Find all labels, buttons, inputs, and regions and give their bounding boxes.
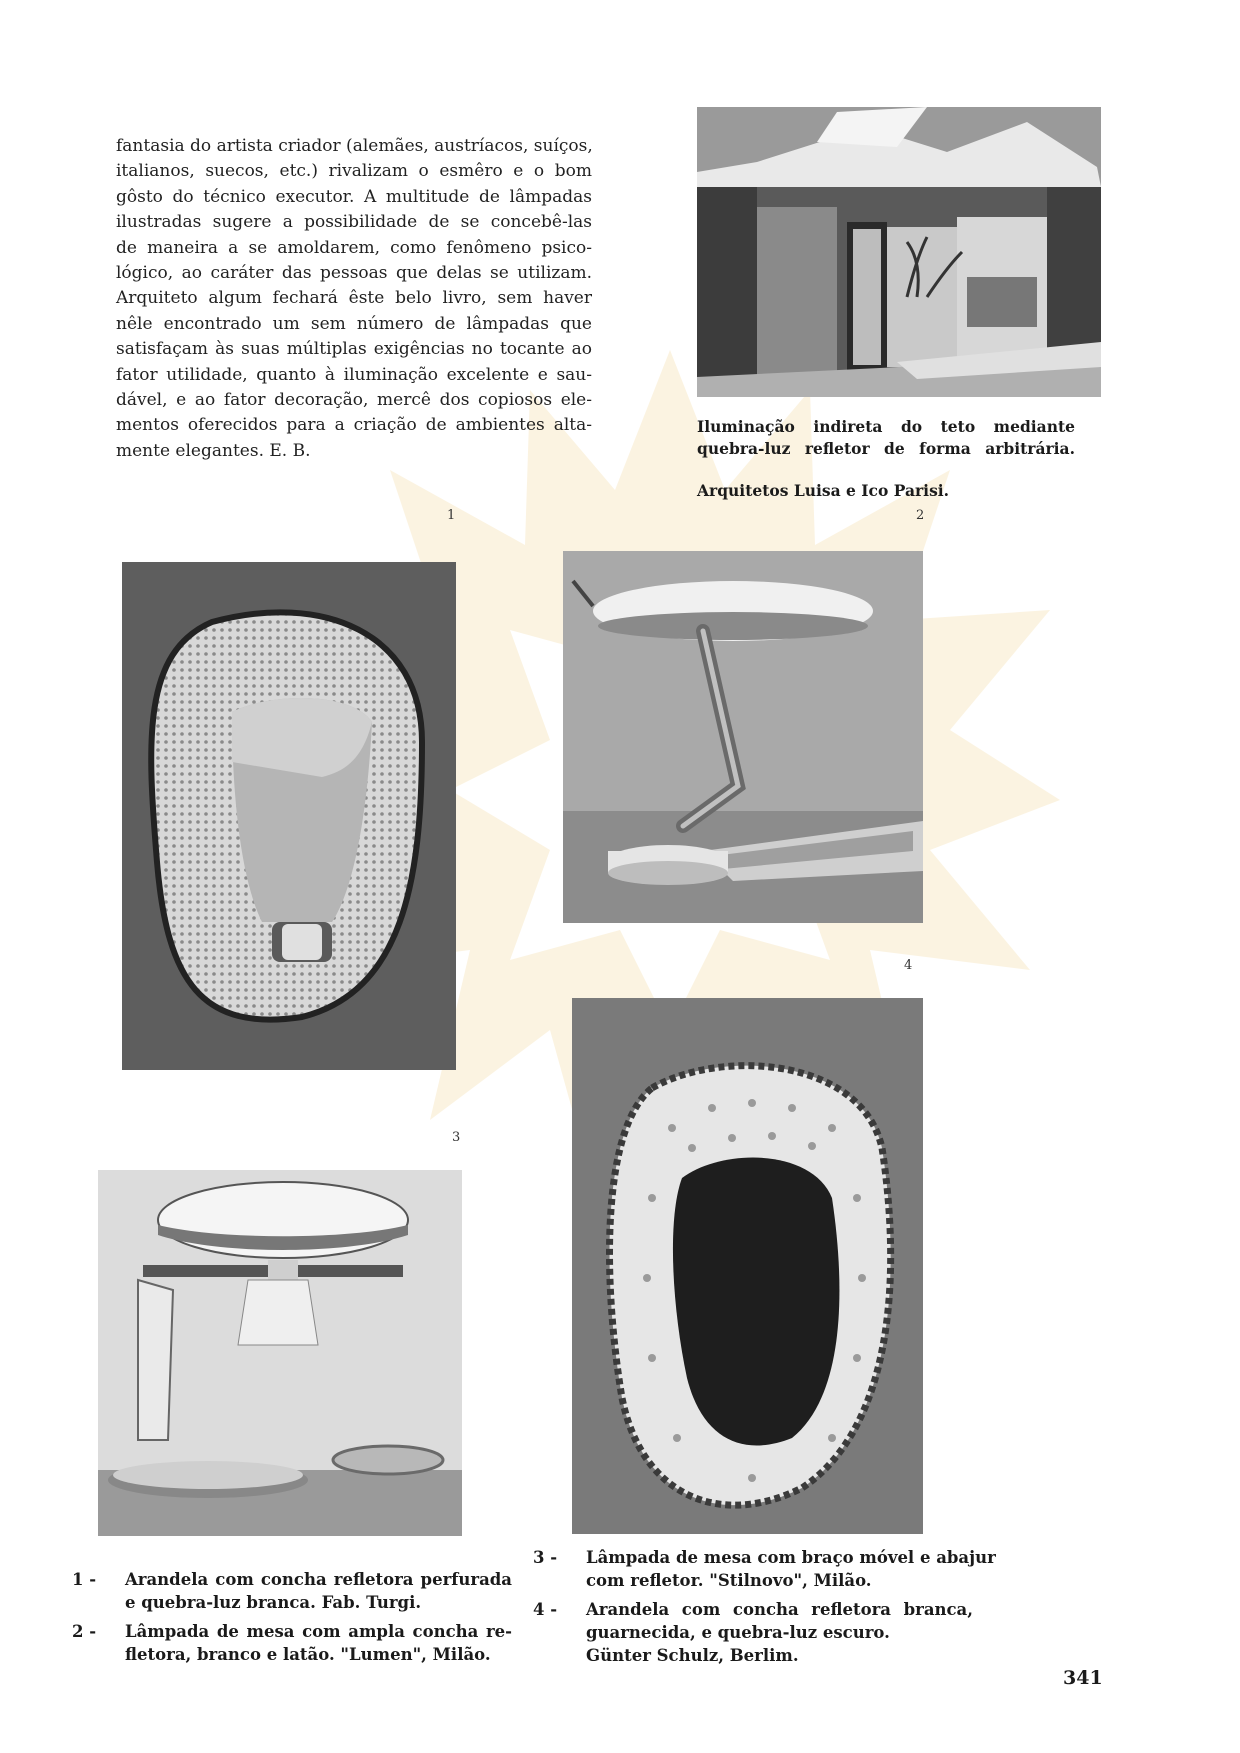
legend-number: 2 - — [72, 1622, 97, 1641]
legend-item-4 — [533, 1598, 973, 1667]
intro-line: italianos, suecos, etc.) rivalizam o esmêro e o bom — [116, 161, 592, 182]
legend-item-3 — [533, 1546, 996, 1592]
intro-line: nêle encontrado um sem número de lâmpadas que — [116, 313, 592, 334]
photo-1-perforated-sconce — [122, 562, 456, 1070]
intro-line: lógico, ao caráter das pessoas que delas se utilizam. — [116, 263, 592, 284]
legend-item-1 — [72, 1568, 512, 1614]
intro-line: satisfaçam às suas múltiplas exigências no tocante ao — [116, 339, 592, 360]
intro-line: ilustradas sugere a possibilidade de se concebê-las — [116, 212, 592, 233]
intro-line: mente elegantes. E. B. — [116, 440, 311, 461]
intro-line: fantasia do artista criador (alemães, austríacos, suíços, — [116, 136, 593, 156]
room-interior-photo — [697, 107, 1101, 397]
legend-right — [533, 1546, 996, 1673]
intro-line: fator utilidade, quanto à iluminação excelente e sau- — [116, 364, 592, 385]
room-caption-line: Iluminação indireta do teto mediante — [697, 417, 1075, 436]
intro-line: de maneira a se amoldarem, como fenômeno psico- — [116, 237, 592, 258]
figure-number-2: 2 — [916, 508, 925, 523]
legend-left — [72, 1568, 512, 1672]
legend-line: e quebra-luz branca. Fab. Turgi. — [125, 1593, 422, 1612]
legend-item-2 — [72, 1620, 512, 1666]
photo-2-desk-lamp-lumen — [563, 551, 923, 923]
intro-line: gôsto do técnico executor. A multitude de lâmpadas — [116, 186, 592, 207]
intro-paragraph — [116, 134, 592, 464]
figure-number-4: 4 — [904, 958, 913, 973]
legend-line: Arandela com concha refletora perfurada — [125, 1570, 512, 1589]
intro-line: dável, e ao fator decoração, mercê dos copiosos ele- — [116, 390, 592, 411]
room-caption — [697, 416, 1075, 502]
legend-line: fletora, branco e latão. "Lumen", Milão. — [125, 1645, 491, 1664]
legend-line: Arandela com concha refletora branca, — [586, 1600, 973, 1619]
page-number: 341 — [1063, 1667, 1103, 1689]
intro-line: mentos oferecidos para a criação de ambientes alta- — [116, 415, 592, 436]
legend-line: Lâmpada de mesa com braço móvel e abajur — [586, 1548, 996, 1567]
room-caption-line: quebra-luz refletor de forma arbitrária. — [697, 439, 1075, 458]
figure-number-3: 3 — [452, 1130, 461, 1145]
legend-number: 3 - — [533, 1548, 558, 1567]
photo-3-table-lamp-stilnovo — [98, 1170, 462, 1536]
intro-line: Arquiteto algum fechará êste belo livro, sem haver — [116, 288, 592, 309]
legend-line: guarnecida, e quebra-luz escuro. — [586, 1623, 890, 1642]
legend-line: Günter Schulz, Berlim. — [586, 1646, 799, 1665]
legend-line: com refletor. "Stilnovo", Milão. — [586, 1571, 872, 1590]
legend-number: 1 - — [72, 1570, 97, 1589]
figure-number-1: 1 — [447, 508, 456, 523]
legend-number: 4 - — [533, 1600, 558, 1619]
architects-credit: Arquitetos Luisa e Ico Parisi. — [697, 481, 950, 500]
photo-4-arandela-guarnecida — [572, 998, 923, 1534]
legend-line: Lâmpada de mesa com ampla concha re- — [125, 1622, 512, 1641]
